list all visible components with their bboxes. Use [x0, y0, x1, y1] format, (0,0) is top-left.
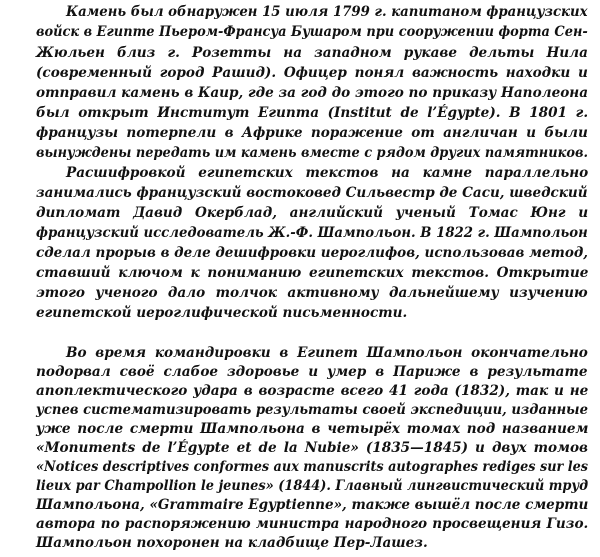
text-line: египетской иероглифической письменности.	[36, 305, 408, 321]
text-line: отправил камень в Каир, где за год до этого по приказу Наполеона	[36, 85, 589, 101]
text-line: вынуждены передать им камень вместе с рядом других памятников.	[36, 145, 588, 161]
text-line: войск в Египте Пьером-Франсуа Бушаром при сооружении форта Сен-	[36, 24, 588, 40]
text-line: апоплектического удара в возрасте всего 41 года (1832), так и не	[36, 383, 589, 399]
text-line: уже после смерти Шампольона в четырёх томах под названием	[36, 421, 589, 437]
text-line: ставший ключом к пониманию египетских текстов. Открытие	[36, 265, 589, 281]
text-line: «Notices descriptives conformes aux manuscrits autographes rediges sur les	[36, 459, 589, 475]
text-line: этого ученого дало толчок активному дальнейшему изучению	[36, 285, 588, 301]
text-line: Шампольон похоронен на кладбище Пер-Лашез.	[36, 535, 428, 551]
text-line: (современный город Рашид). Офицер понял важность находки и	[36, 65, 588, 81]
text-line: подорвал своё слабое здоровье и умер в Париже в результате	[36, 364, 588, 380]
text-line: успев систематизировать результаты своей экспедиции, изданные	[36, 402, 588, 418]
text-line: дипломат Давид Окерблад, английский ученый Томас Юнг и	[36, 205, 589, 221]
text-line: был открыт Институт Египта (Institut de l’Égypte). В 1801 г.	[36, 105, 589, 121]
text-line: французы потерпели в Африке поражение от англичан и были	[36, 125, 588, 141]
text-line: Камень был обнаружен 15 июля 1799 г. капитаном французских	[66, 4, 588, 20]
text-line: Во время командировки в Египет Шампольон окончательно	[66, 345, 588, 361]
text-line: «Monuments de l’Égypte et de la Nubie» (1835—1845) и двух томов	[36, 440, 588, 456]
text-line: французский исследователь Ж.-Ф. Шампольон. В 1822 г. Шампольон	[36, 225, 588, 241]
text-line: lieux par Champollion le jeunes» (1844). Главный лингвистический труд	[36, 478, 589, 494]
text-line: сделал прорыв в деле дешифровки иероглифов, использовав метод,	[36, 245, 588, 261]
text-line: Жюльен близ г. Розетты на западном рукаве дельты Нила	[36, 45, 588, 61]
text-line: занимались французский востоковед Сильвестр де Саси, шведский	[36, 185, 588, 201]
text-line: Расшифровкой египетских текстов на камне параллельно	[66, 165, 589, 181]
text-line: Шампольона, «Grammaire Egyptienne», также вышёл после смерти	[36, 497, 589, 513]
text-line: автора по распоряжению министра народного просвещения Гизо.	[36, 516, 589, 532]
